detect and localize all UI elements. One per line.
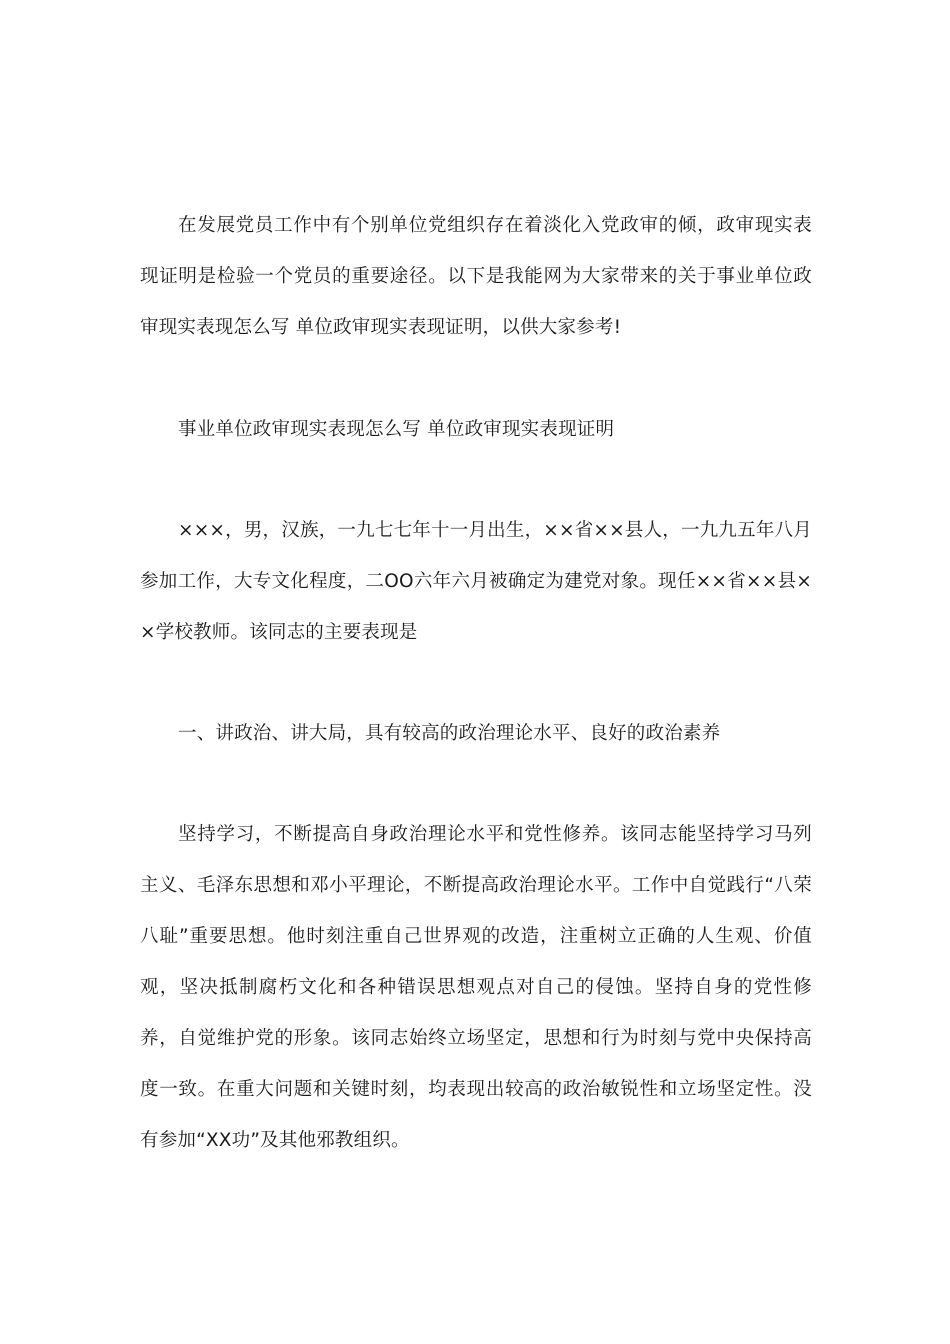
body-paragraph: 坚持学习，不断提高自身政治理论水平和党性修养。该同志能坚持学习马列主义、毛泽东思想和邓小平理论，不断提高政治理论水平。工作中自觉践行“八荣八耻”重要思想。他时刻注重自己世界观的改造，注重树立正确的人生观、价值观，坚决抵制腐朽文化和各种错误思想观点对自己的侵蚀。坚持自身的党性修养，自觉维护党的形象。该同志始终立场坚定，思想和行为时刻与党中央保持高度一致。在重大问题和关键时刻，均表现出较高的政治敏锐性和立场坚定性。没有参加“XX功”及其他邪教组织。 bbox=[140, 824, 812, 1151]
section-heading-1: 一、讲政治、讲大局，具有较高的政治理论水平、良好的政治素养 bbox=[178, 723, 721, 744]
personal-info-paragraph: ×××，男，汉族，一九七七年十一月出生，××省××县人，一九九五年八月参加工作，大专文化程度，二OO六年六月被确定为建党对象。现任××省××县××学校教师。该同志的主要表现是 bbox=[140, 520, 812, 643]
article-title: 事业单位政审现实表现怎么写 单位政审现实表现证明 bbox=[178, 419, 615, 440]
document-body bbox=[140, 200, 812, 1166]
intro-paragraph: 在发展党员工作中有个别单位党组织存在着淡化入党政审的倾，政审现实表现证明是检验一个党员的重要途径。以下是我能网为大家带来的关于事业单位政审现实表现怎么写 单位政审现实表现证明，以供大家参考! bbox=[140, 215, 812, 338]
